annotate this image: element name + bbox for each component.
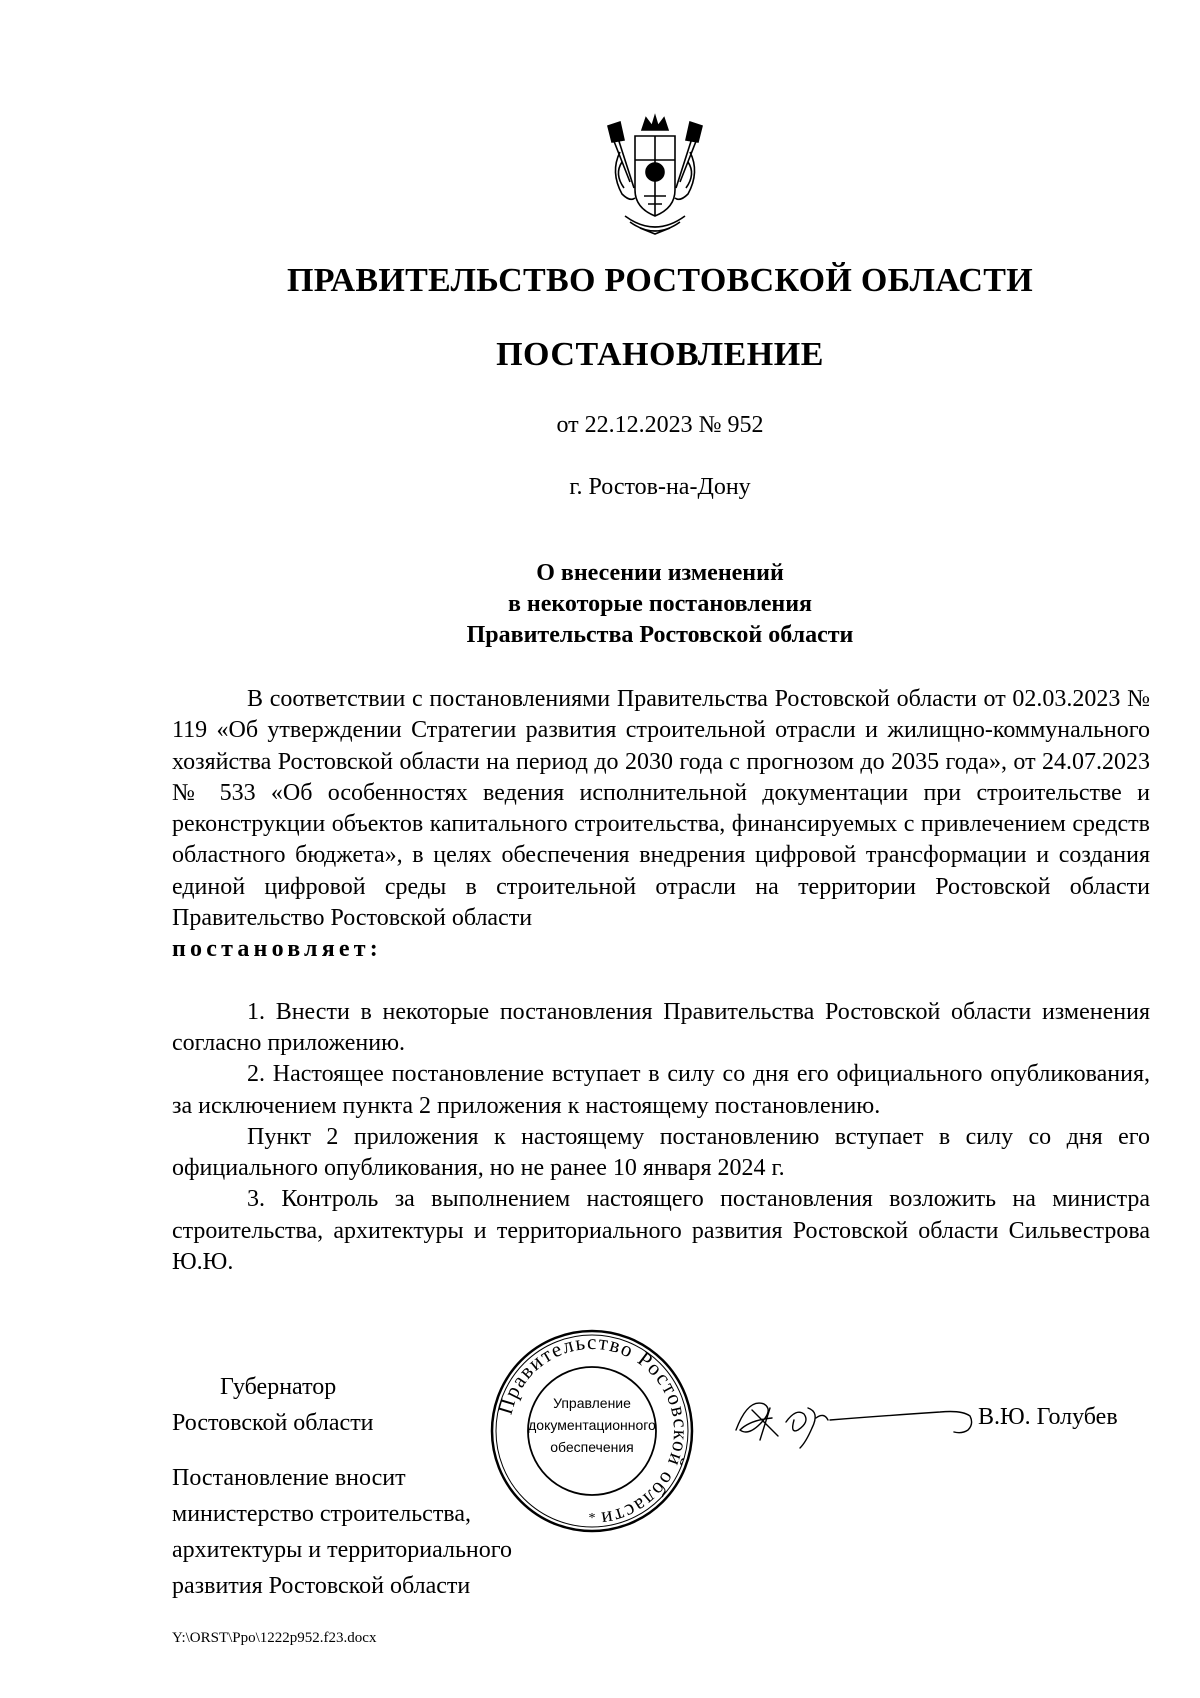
stamp-star-icon: * bbox=[588, 1511, 596, 1526]
date-and-number: от 22.12.2023 № 952 bbox=[556, 412, 764, 438]
signatory-name: В.Ю. Голубев bbox=[978, 1404, 1118, 1430]
item-2-note-paragraph: Пункт 2 приложения к настоящему постановлению вступает в силу со дня его официального опубликования, но не ранее 10 января 2024 г. bbox=[172, 1123, 1150, 1182]
stamp-center-line: документационного bbox=[528, 1417, 656, 1433]
official-stamp bbox=[487, 1326, 697, 1536]
submitted-by-line: развития Ростовской области bbox=[172, 1573, 471, 1599]
stamp-center-line: Управление bbox=[553, 1395, 631, 1411]
signatory-title-line: Губернатор bbox=[220, 1374, 337, 1400]
preamble-paragraph bbox=[172, 684, 1150, 934]
preamble-text: В соответствии с постановлениями Правительства Ростовской области от 02.03.2023 № 119 «Об утверждении Стратегии развития строительной отрасли и жилищно-коммунального хозяйства Ростовской области на период до 2030 года с прогнозом до 2035 года», от 24.07.2023 № 533 «Об особенностях ведения исполнительной документации при строительстве и реконструкции объектов капитального строительства, финансируемых с привлечением средств областного бюджета», в целях обеспечения внедрения цифровой трансформации и создания единой цифровой среды в строительной отрасли на территории Ростовской области Правительство Ростовской области bbox=[172, 686, 1150, 932]
paragraph-gap bbox=[172, 966, 1150, 997]
subject-line: Правительства Ростовской области bbox=[466, 622, 854, 648]
resolves-line bbox=[172, 934, 1150, 965]
handwritten-signature bbox=[730, 1390, 980, 1454]
submitted-by-line: министерство строительства, bbox=[172, 1501, 471, 1527]
coat-of-arms-icon bbox=[600, 112, 710, 242]
stamp-center-line: обеспечения bbox=[550, 1439, 634, 1455]
document-subject bbox=[0, 558, 1200, 651]
submitted-by-line: Постановление вносит bbox=[172, 1465, 406, 1491]
government-title: ПРАВИТЕЛЬСТВО РОСТОВСКОЙ ОБЛАСТИ bbox=[287, 262, 1033, 299]
subject-line: в некоторые постановления bbox=[507, 591, 813, 617]
signatory-title-line: Ростовской области bbox=[172, 1410, 374, 1436]
item-1-paragraph: 1. Внести в некоторые постановления Правительства Ростовской области изменения согласно приложению. bbox=[172, 998, 1150, 1056]
document-body bbox=[172, 684, 1150, 1278]
resolves-keyword: постановляет: bbox=[172, 936, 382, 963]
city-line: г. Ростов-на-Дону bbox=[569, 474, 751, 500]
stamp-ring-text: Правительство Ростовской области bbox=[492, 1329, 694, 1532]
file-path-footer: Y:\ORST\Ppo\1222p952.f23.docx bbox=[172, 1630, 377, 1646]
document-type-heading: ПОСТАНОВЛЕНИЕ bbox=[496, 336, 824, 373]
submitted-by-line: архитектуры и территориального bbox=[172, 1537, 512, 1563]
subject-line: О внесении изменений bbox=[536, 560, 784, 586]
item-3-paragraph: 3. Контроль за выполнением настоящего постановления возложить на министра строительства, архитектуры и территориального развития Ростовской области Сильвестрова Ю.Ю. bbox=[172, 1186, 1150, 1276]
item-2-paragraph: 2. Настоящее постановление вступает в силу со дня его официального опубликования, за исключением пункта 2 приложения к настоящему постановлению. bbox=[172, 1061, 1150, 1119]
submitted-by-block bbox=[172, 1460, 512, 1604]
signatory-title bbox=[172, 1369, 374, 1441]
